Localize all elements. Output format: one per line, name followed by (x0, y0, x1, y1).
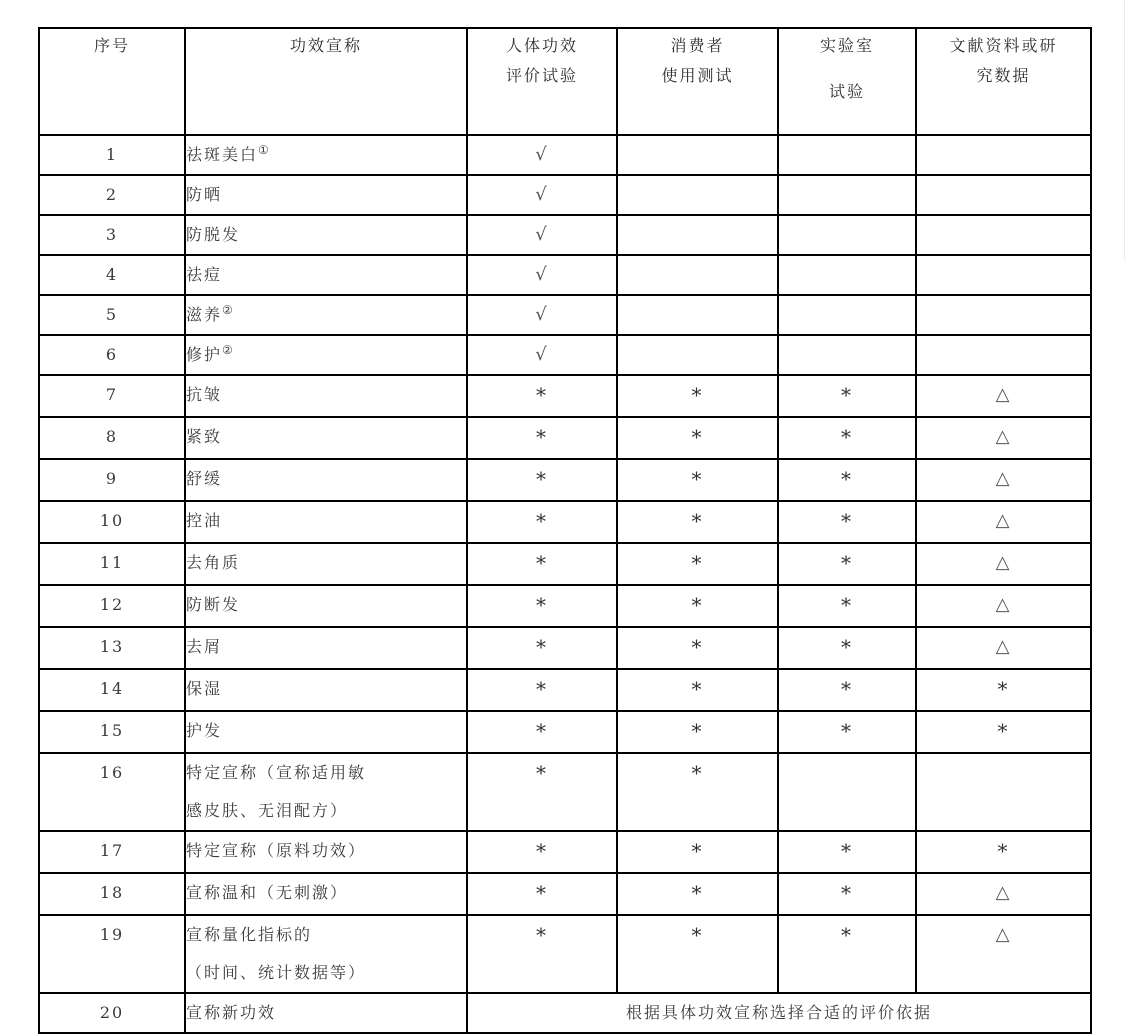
triangle-icon: △ (995, 468, 1012, 489)
row-number: 6 (39, 335, 185, 375)
claim-text: 控油 (186, 511, 223, 530)
footnote-marker: ② (222, 343, 233, 357)
asterisk-icon: * (536, 677, 548, 701)
cell-human (467, 873, 617, 915)
checkmark-icon: √ (535, 264, 549, 285)
triangle-icon: △ (995, 510, 1012, 531)
page-edge-rule (1124, 0, 1125, 260)
cell-lab (778, 295, 916, 335)
claim-name (185, 501, 467, 543)
header-claim-label: 功效宣称 (289, 36, 362, 55)
cell-consumer (617, 543, 778, 585)
footnote-marker: ② (222, 303, 233, 317)
cell-literature (916, 215, 1091, 255)
cell-lab (778, 669, 916, 711)
cell-literature (916, 627, 1091, 669)
table-body (39, 135, 1091, 1033)
cell-literature (916, 711, 1091, 753)
cell-literature (916, 669, 1091, 711)
table-row (39, 459, 1091, 501)
table-row (39, 417, 1091, 459)
claim-text: 祛斑美白 (186, 145, 259, 164)
claim-name (185, 543, 467, 585)
cell-lab (778, 417, 916, 459)
cell-consumer (617, 255, 778, 295)
cell-human (467, 175, 617, 215)
table-row (39, 753, 1091, 831)
cell-consumer (617, 135, 778, 175)
asterisk-icon: * (691, 677, 704, 701)
asterisk-icon: * (997, 677, 1010, 701)
claim-text: 宣称新功效 (186, 1003, 277, 1022)
cell-consumer (617, 711, 778, 753)
table-row (39, 711, 1091, 753)
cell-human (467, 295, 617, 335)
asterisk-icon: * (536, 551, 548, 575)
header-lab-line2: 试验 (828, 82, 865, 101)
claim-text: 修护 (186, 345, 223, 364)
row-number: 10 (39, 501, 185, 543)
cell-literature (916, 295, 1091, 335)
table-row (39, 175, 1091, 215)
cell-literature (916, 543, 1091, 585)
header-literature-line1: 文献资料或研 (949, 36, 1058, 55)
claim-text: 抗皱 (186, 385, 223, 404)
cell-lab (778, 585, 916, 627)
row-number: 19 (39, 915, 185, 993)
claim-text: 防脱发 (186, 225, 241, 244)
header-consumer-test (617, 28, 778, 135)
asterisk-icon: * (691, 881, 704, 905)
triangle-icon: △ (995, 636, 1012, 657)
cell-lab (778, 711, 916, 753)
claim-text: 宣称温和（无刺激） (186, 883, 349, 902)
claim-name (185, 375, 467, 417)
cell-human (467, 915, 617, 993)
cell-consumer (617, 459, 778, 501)
row-number: 15 (39, 711, 185, 753)
cell-lab (778, 627, 916, 669)
asterisk-icon: * (997, 839, 1010, 863)
cell-literature (916, 831, 1091, 873)
header-no (39, 28, 185, 135)
claim-text: 护发 (186, 721, 223, 740)
cell-human (467, 255, 617, 295)
claim-text: 滋养 (186, 305, 223, 324)
cell-human (467, 585, 617, 627)
cell-human (467, 753, 617, 831)
asterisk-icon: * (536, 425, 548, 449)
cell-consumer (617, 417, 778, 459)
header-literature (916, 28, 1091, 135)
claim-name (185, 753, 467, 831)
table-row (39, 669, 1091, 711)
asterisk-icon: * (691, 719, 704, 743)
asterisk-icon: * (536, 923, 548, 947)
row-number: 13 (39, 627, 185, 669)
cell-human (467, 543, 617, 585)
table-row (39, 215, 1091, 255)
cell-consumer (617, 501, 778, 543)
asterisk-icon: * (841, 677, 853, 701)
cell-human (467, 335, 617, 375)
cell-literature (916, 585, 1091, 627)
header-lab-gap (779, 61, 915, 77)
cell-human (467, 711, 617, 753)
asterisk-icon: * (841, 425, 853, 449)
cell-lab (778, 175, 916, 215)
claim-name (185, 255, 467, 295)
checkmark-icon: √ (535, 184, 549, 205)
asterisk-icon: * (841, 839, 853, 863)
cell-human (467, 669, 617, 711)
efficacy-claims-table (38, 27, 1092, 1034)
cell-consumer (617, 873, 778, 915)
claim-text: 去屑 (186, 637, 223, 656)
asterisk-icon: * (841, 593, 853, 617)
cell-consumer (617, 831, 778, 873)
cell-literature (916, 255, 1091, 295)
cell-lab (778, 543, 916, 585)
cell-consumer (617, 915, 778, 993)
cell-human (467, 417, 617, 459)
asterisk-icon: * (536, 635, 548, 659)
asterisk-icon: * (841, 551, 853, 575)
asterisk-icon: * (536, 761, 548, 785)
header-literature-line2: 究数据 (976, 66, 1031, 85)
cell-literature (916, 175, 1091, 215)
checkmark-icon: √ (535, 344, 549, 365)
asterisk-icon: * (691, 761, 704, 785)
asterisk-icon: * (841, 509, 853, 533)
cell-lab (778, 335, 916, 375)
asterisk-icon: * (691, 551, 704, 575)
row-number: 16 (39, 753, 185, 831)
claim-line: 感皮肤、无泪配方） (186, 801, 349, 820)
cell-consumer (617, 215, 778, 255)
header-claim (185, 28, 467, 135)
cell-human (467, 627, 617, 669)
row-number: 12 (39, 585, 185, 627)
triangle-icon: △ (995, 426, 1012, 447)
claim-text: 保湿 (186, 679, 223, 698)
cell-literature (916, 375, 1091, 417)
asterisk-icon: * (536, 383, 548, 407)
cell-consumer (617, 627, 778, 669)
triangle-icon: △ (995, 384, 1012, 405)
table-row (39, 375, 1091, 417)
header-consumer-line1: 消费者 (670, 36, 725, 55)
header-lab-line1: 实验室 (819, 36, 874, 55)
claim-name (185, 627, 467, 669)
header-human-test (467, 28, 617, 135)
cell-literature (916, 753, 1091, 831)
asterisk-icon: * (841, 467, 853, 491)
claim-text: 紧致 (186, 427, 223, 446)
table-row (39, 627, 1091, 669)
asterisk-icon: * (841, 383, 853, 407)
table-row (39, 135, 1091, 175)
cell-lab (778, 215, 916, 255)
checkmark-icon: √ (535, 304, 549, 325)
cell-consumer (617, 375, 778, 417)
claim-text: 去角质 (186, 553, 241, 572)
claim-text: 防晒 (186, 185, 223, 204)
claim-name (185, 669, 467, 711)
claim-name (185, 459, 467, 501)
table-row (39, 501, 1091, 543)
triangle-icon: △ (995, 552, 1012, 573)
cell-lab (778, 501, 916, 543)
claim-name (185, 831, 467, 873)
table-header-row (39, 28, 1091, 135)
table-row (39, 873, 1091, 915)
cell-consumer (617, 753, 778, 831)
cell-lab (778, 873, 916, 915)
cell-literature (916, 459, 1091, 501)
cell-literature (916, 335, 1091, 375)
asterisk-icon: * (691, 635, 704, 659)
asterisk-icon: * (691, 839, 704, 863)
cell-lab (778, 915, 916, 993)
cell-consumer (617, 295, 778, 335)
claim-line: （时间、统计数据等） (186, 963, 367, 982)
triangle-icon: △ (995, 594, 1012, 615)
header-no-label: 序号 (93, 36, 130, 55)
cell-lab (778, 831, 916, 873)
claim-name (185, 215, 467, 255)
footnote-marker: ① (258, 143, 269, 157)
cell-literature (916, 135, 1091, 175)
asterisk-icon: * (841, 719, 853, 743)
table-row (39, 255, 1091, 295)
table-row (39, 295, 1091, 335)
asterisk-icon: * (536, 509, 548, 533)
table-row (39, 585, 1091, 627)
row-number: 2 (39, 175, 185, 215)
asterisk-icon: * (841, 635, 853, 659)
checkmark-icon: √ (535, 224, 549, 245)
claim-name (185, 135, 467, 175)
header-lab-test (778, 28, 916, 135)
cell-human (467, 459, 617, 501)
row-number: 11 (39, 543, 185, 585)
cell-consumer (617, 175, 778, 215)
asterisk-icon: * (536, 719, 548, 743)
cell-human (467, 831, 617, 873)
asterisk-icon: * (691, 467, 704, 491)
claim-text: 祛痘 (186, 265, 223, 284)
table-row (39, 915, 1091, 993)
cell-literature (916, 915, 1091, 993)
claim-name (185, 585, 467, 627)
claim-line: 特定宣称（宣称适用敏 (186, 763, 367, 782)
cell-literature (916, 873, 1091, 915)
row-number: 20 (39, 993, 185, 1033)
row-number: 5 (39, 295, 185, 335)
cell-consumer (617, 669, 778, 711)
cell-lab (778, 255, 916, 295)
cell-human (467, 215, 617, 255)
table-row (39, 543, 1091, 585)
cell-human (467, 135, 617, 175)
row-number: 4 (39, 255, 185, 295)
cell-literature (916, 501, 1091, 543)
asterisk-icon: * (691, 509, 704, 533)
merged-evaluation-note: 根据具体功效宣称选择合适的评价依据 (467, 993, 1091, 1033)
cell-literature (916, 417, 1091, 459)
header-consumer-line2: 使用测试 (661, 66, 734, 85)
asterisk-icon: * (691, 425, 704, 449)
asterisk-icon: * (841, 881, 853, 905)
cell-lab (778, 753, 916, 831)
row-number: 7 (39, 375, 185, 417)
cell-lab (778, 135, 916, 175)
row-number: 9 (39, 459, 185, 501)
claim-name (185, 335, 467, 375)
cell-lab (778, 459, 916, 501)
asterisk-icon: * (536, 839, 548, 863)
table-row (39, 831, 1091, 873)
row-number: 14 (39, 669, 185, 711)
asterisk-icon: * (997, 719, 1010, 743)
claim-text: 防断发 (186, 595, 241, 614)
claim-name (185, 873, 467, 915)
row-number: 18 (39, 873, 185, 915)
claim-text: 舒缓 (186, 469, 223, 488)
header-human-line2: 评价试验 (505, 66, 578, 85)
claim-name (185, 711, 467, 753)
row-number: 3 (39, 215, 185, 255)
claim-name (185, 295, 467, 335)
triangle-icon: △ (995, 924, 1012, 945)
asterisk-icon: * (536, 467, 548, 491)
row-number: 17 (39, 831, 185, 873)
claim-name (185, 993, 467, 1033)
cell-lab (778, 375, 916, 417)
table-row (39, 993, 1091, 1033)
asterisk-icon: * (691, 593, 704, 617)
cell-consumer (617, 335, 778, 375)
asterisk-icon: * (536, 881, 548, 905)
triangle-icon: △ (995, 882, 1012, 903)
row-number: 1 (39, 135, 185, 175)
claim-name (185, 417, 467, 459)
asterisk-icon: * (691, 383, 704, 407)
asterisk-icon: * (841, 923, 853, 947)
cell-human (467, 375, 617, 417)
row-number: 8 (39, 417, 185, 459)
asterisk-icon: * (691, 923, 704, 947)
table-row (39, 335, 1091, 375)
claim-name (185, 915, 467, 993)
claim-line: 宣称量化指标的 (186, 925, 313, 944)
asterisk-icon: * (536, 593, 548, 617)
cell-consumer (617, 585, 778, 627)
claim-text: 特定宣称（原料功效） (186, 841, 367, 860)
header-human-line1: 人体功效 (505, 36, 578, 55)
cell-human (467, 501, 617, 543)
checkmark-icon: √ (535, 144, 549, 165)
claim-name (185, 175, 467, 215)
